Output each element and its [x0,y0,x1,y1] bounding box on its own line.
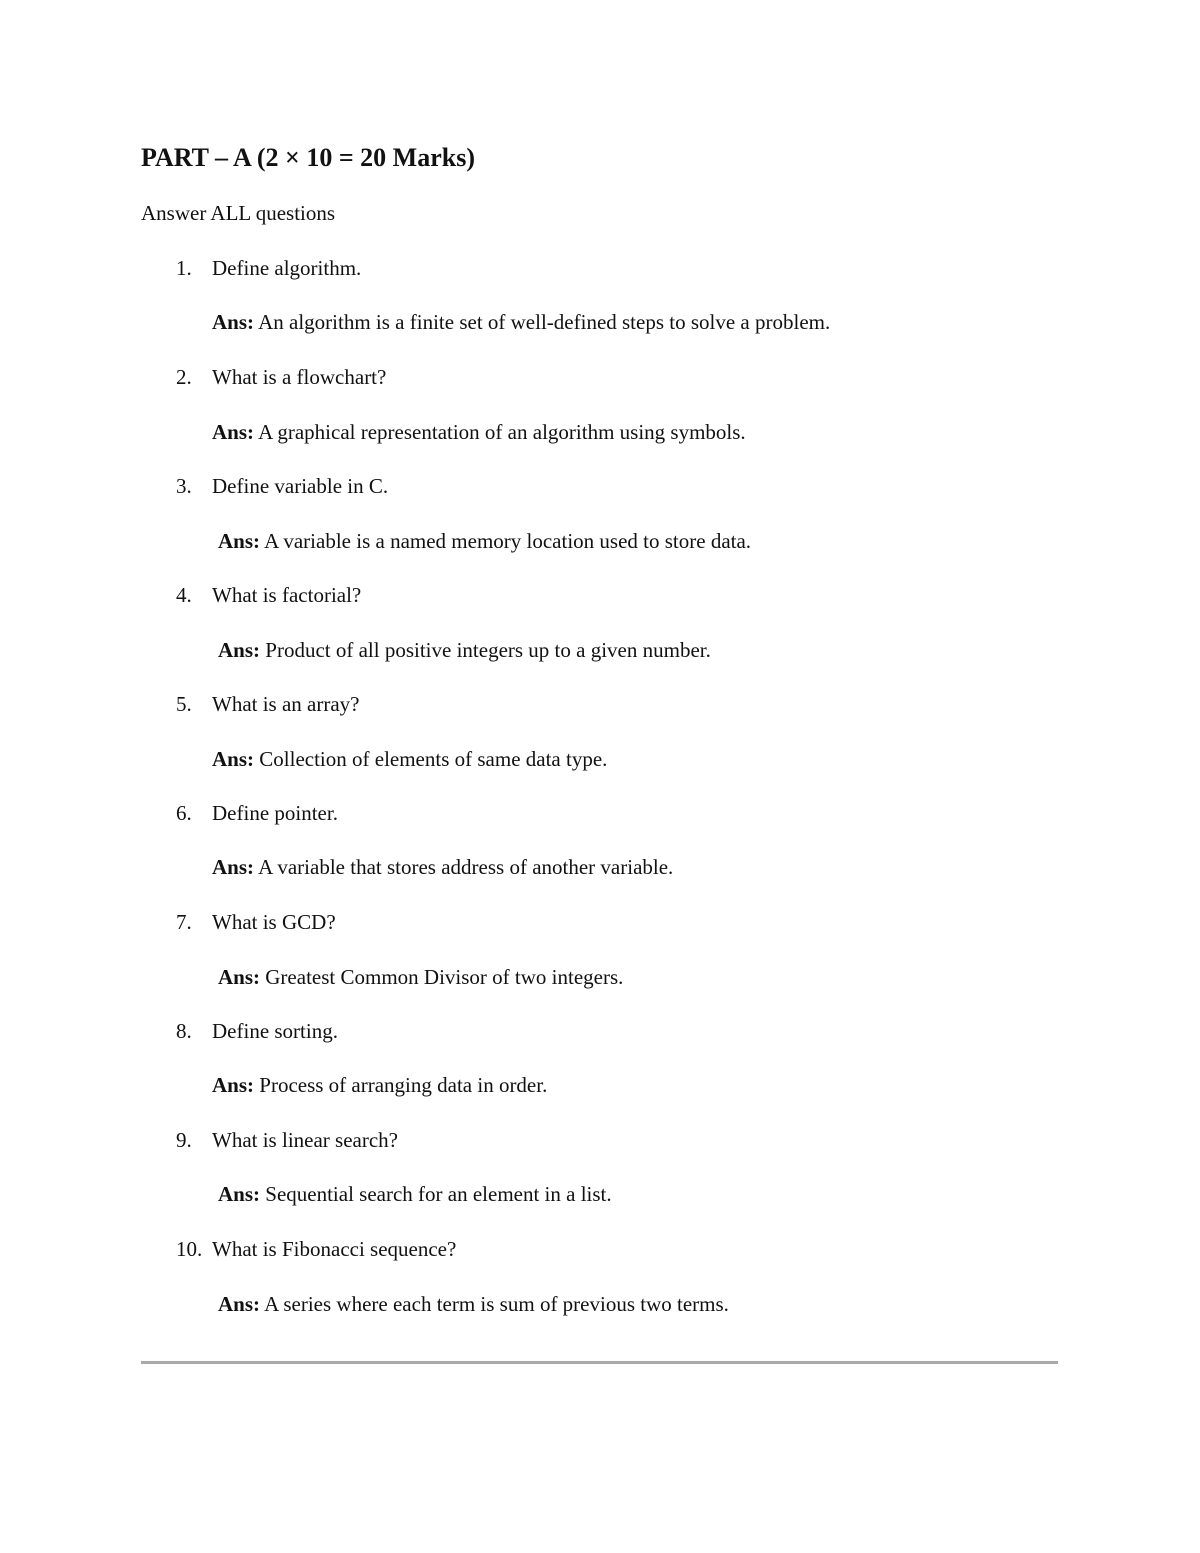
question-text: Define pointer. [212,801,338,825]
answer [218,527,751,555]
answer [218,963,623,991]
answer-text: Sequential search for an element in a list. [265,1182,612,1206]
question-number: 1. [176,256,192,280]
answer-label: Ans: [218,529,261,553]
answer [212,418,746,446]
answer-text: Greatest Common Divisor of two integers. [265,965,624,989]
question-number: 3. [176,474,192,498]
question-text: What is GCD? [212,910,336,934]
question-number: 10. [176,1237,203,1261]
answer [212,745,607,773]
answer-text: A variable is a named memory location used to store data. [264,529,752,553]
answer-label: Ans: [212,747,255,771]
instructions: Answer ALL questions [141,201,336,225]
page-title: PART – A (2 × 10 = 20 Marks) [141,143,475,172]
answer-text: Product of all positive integers up to a given number. [265,638,711,662]
question-text: What is a flowchart? [212,365,387,389]
answer [218,636,711,664]
answer-text: A series where each term is sum of previous two terms. [264,1292,729,1316]
question-number: 6. [176,801,192,825]
answer [218,1290,729,1318]
question-number: 9. [176,1128,192,1152]
answer [212,853,673,881]
answer-label: Ans: [218,965,261,989]
answer-label: Ans: [218,638,261,662]
answer-text: A variable that stores address of another variable. [258,855,674,879]
answer-label: Ans: [218,1292,261,1316]
answer-text: A graphical representation of an algorithm using symbols. [258,420,746,444]
answer-label: Ans: [212,420,255,444]
answer-label: Ans: [212,310,255,334]
question-number: 8. [176,1019,192,1043]
answer-label: Ans: [212,1073,255,1097]
question-text: Define algorithm. [212,256,362,280]
question-number: 5. [176,692,192,716]
question-text: What is Fibonacci sequence? [212,1237,457,1261]
question-text: What is factorial? [212,583,362,607]
question-text: What is linear search? [212,1128,398,1152]
answer [212,308,830,336]
answer [212,1071,547,1099]
answer-text: An algorithm is a finite set of well-defined steps to solve a problem. [258,310,831,334]
answer-text: Process of arranging data in order. [259,1073,548,1097]
answer [218,1180,612,1208]
horizontal-rule [141,1361,1058,1364]
answer-label: Ans: [218,1182,261,1206]
question-text: Define variable in C. [212,474,389,498]
question-number: 4. [176,583,192,607]
question-number: 2. [176,365,192,389]
question-number: 7. [176,910,192,934]
question-text: What is an array? [212,692,360,716]
answer-text: Collection of elements of same data type. [259,747,608,771]
question-text: Define sorting. [212,1019,338,1043]
answer-label: Ans: [212,855,255,879]
